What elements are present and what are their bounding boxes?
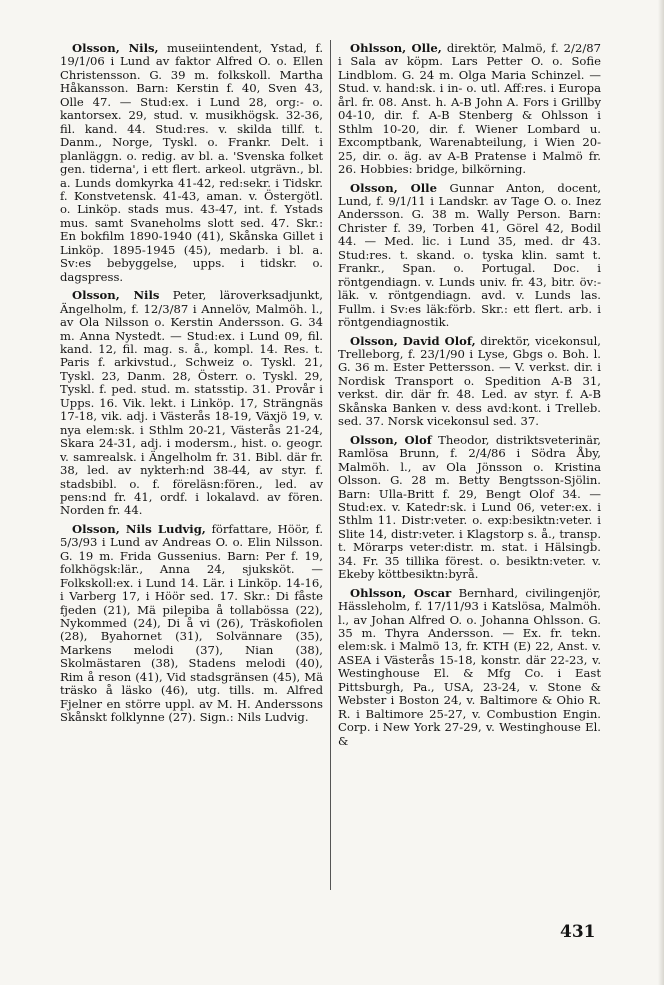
biography-entry [338,182,601,330]
entry-text: Peter, läroverksadjunkt, Ängelholm, f. 12/3/87 i Annelöv, Malmöh. l., av Ola Nilsson o. Kerstin Andersson. G. 34 m. Anna Nystedt. — Stud:ex. i Lund 09, fil. kand. 12, fil. mag. s. å., kompl. 14. Res. t. Paris f. arkivstud., Schweiz o. Tyskl. 21, Tyskl. 23, Danm. 28, Österr. o. Tyskl. 29, Tyskl. f. ped. stud. m. statsstip. 31. Provår i Upps. 16. Vik. lekt. i Linköp. 17, Strängnäs 17-18, vik. adj. i Västerås 18-19, Växjö 19, v. nya elem:sk. i Sthlm 20-21, Västerås 21-24, Skara 24-31, adj. i modersm., hist. o. geogr. v. samrealsk. i Ängelholm fr. 31. Bibl. där fr. 38, led. av nykterh:nd 38-44, av styr. f. stadsbibl. o. f. föreläsn:fören., led. av pens:nd fr. 41, ordf. i lokalavd. av fören. Norden fr. 44. [60,288,323,518]
biography-entry [338,335,601,429]
entry-name: Olsson, Olof [350,432,432,447]
entry-name: Olsson, Nils, [72,41,159,55]
entry-text: Bernhard, civilingenjör, Hässleholm, f. 17/11/93 i Katslösa, Malmöh. l., av Johan Alfred O. o. Johanna Ohlsson. G. 35 m. Thyra Andersson. — Ex. fr. tekn. elem:sk. i Malmö 13, fr. KTH (E) 22, Anst. v. ASEA i Västerås 15-18, konstr. där 22-23, v. Westinghouse El. & Mfg Co. i East Pittsburgh, Pa., USA, 23-24, v. Stone & Webster i Boston 24, v. Baltimore & Ohio R. R. i Baltimore 25-27, v. Combustion Engin. Corp. i New York 27-29, v. Westinghouse El. & [338,585,601,748]
biography-entry [60,289,323,518]
biography-entry [60,523,323,725]
entry-name: Ohlsson, Olle, [350,41,442,55]
entry-name: Olsson, Nils [72,288,160,303]
entry-text: författare, Höör, f. 5/3/93 i Lund av Andreas O. o. Elin Nilsson. G. 19 m. Frida Gussenius. Barn: Per f. 19, folkhögsk:lär., Anna 24, sjuksköt. — Folkskoll:ex. i Lund 14. Lär. i Linköp. 14-16, i Varberg 17, i Höör sed. 17. Skr.: Di fåste fjeden (21), Mä pilepiba å tollabössa (22), Nykommed (24), Di å vi (26), Träskofiolen (28), Byahornet (31), Solvännare (35), Markens melodi (37), Nian (38), Skolmästaren (38), Stadens melodi (40), Rim å reson (41), Vid stadsgränsen (45), Mä träsko å läsko (46), utg. tills. m. Alfred Fjelner en större uppl. av M. H. Anderssons Skånskt folklynne (27). Sign.: Nils Ludvig. [60,521,324,725]
page-edge [658,0,664,985]
entry-text: museiintendent, Ystad, f. 19/1/06 i Lund av faktor Alfred O. o. Ellen Christensson. G. 39 m. folkskoll. Martha Håkansson. Barn: Kerstin f. 40, Sven 43, Olle 47. — Stud:ex. i Lund 28, org:- o. kantorsex. 29, stud. v. musikhögsk. 32-36, fil. kand. 44. Stud:res. v. skilda tillf. t. Danm., Norge, Tyskl. o. Frankr. Delt. i planläggn. o. redig. av bl. a. 'Svenska folket gen. tiderna', i ett flert. arkeol. utgrävn., bl. a. Lunds domkyrka 41-42, red:sekr. i Tidskr. f. Konstvetensk. 41-43, aman. v. Östergötl. o. Linköp. stads mus. 43-47, int. f. Ystads mus. samt Svaneholms slott sed. 47. Skr.: En bokfilm 1890-1940 (41), Skånska Gillet i Linköp. 1895-1945 (45), medarb. i bl. a. Sv:es bebyggelse, upps. i tidskr. o. dagspress. [60,41,324,284]
entry-name: Ohlsson, Oscar [350,585,452,600]
entry-name: Olsson, David Olof, [350,333,476,348]
biography-entry [338,587,601,748]
page-number: 431 [560,922,596,942]
entry-name: Olsson, Olle [350,180,437,195]
entry-text: direktör, vicekonsul, Trelleborg, f. 23/1/90 i Lyse, Gbgs o. Boh. l. G. 36 m. Ester Pettersson. — V. verkst. dir. i Nordisk Transport o. Spedition A-B 31, verkst. dir. där fr. 48. Led. av styr. f. A-B Skånska Banken v. dess avd:kont. i Trelleb. sed. 37. Norsk vicekonsul sed. 37. [338,333,601,429]
column-divider [330,40,331,890]
left-column [60,42,323,730]
entry-name: Olsson, Nils Ludvig, [72,521,206,536]
entry-text: direktör, Malmö, f. 2/2/87 i Sala av köpm. Lars Petter O. o. Sofie Lindblom. G. 24 m. Olga Maria Schinzel. — Stud. v. hand:sk. i in- o. utl. Aff:res. i Europa årl. fr. 08. Anst. h. A-B John A. Fors i Grillby 04-10, dir. f. A-B Stenberg & Ohlsson i Sthlm 10-20, dir. f. Wiener Lombard u. Excomptbank, Warenabteilung, i Wien 20-25, dir. o. äg. av A-B Pratense i Malmö fr. 26. Hobbies: bridge, bilkörning. [338,41,601,177]
biography-entry [338,434,601,582]
entry-text: Gunnar Anton, docent, Lund, f. 9/1/11 i Landskr. av Tage O. o. Inez Andersson. G. 38 m. Wally Person. Barn: Christer f. 39, Torben 41, Görel 42, Bodil 44. — Med. lic. i Lund 35, med. dr 43. Stud:res. t. skand. o. tyska klin. samt t. Frankr., Span. o. Portugal. Doc. i röntgendiagn. v. Lunds univ. fr. 43, bitr. öv:läk. v. röntgendiagn. avd. v. Lunds las. Fullm. i Sv:es läk:förb. Skr.: ett flert. arb. i röntgendiagnostik. [338,180,601,330]
biography-entry [338,42,601,177]
biography-entry [60,42,323,284]
right-column [338,42,601,753]
entry-text: Theodor, distriktsveterinär, Ramlösa Brunn, f. 2/4/86 i Södra Åby, Malmöh. l., av Ola Jönsson o. Kristina Olsson. G. 28 m. Betty Bengtsson-Sjölin. Barn: Ulla-Britt f. 29, Bengt Olof 34. — Stud:ex. v. Katedr:sk. i Lund 06, veter:ex. i Sthlm 11. Distr:veter. o. exp:besiktn:veter. i Slite 14, distr:veter. i Klagstorp s. å., transp. t. Mörarps veter:distr. m. stat. i Hälsingb. 34. Fr. 35 tillika förest. o. besiktn:veter. v. Ekeby köttbesiktn:byrå. [338,432,601,582]
